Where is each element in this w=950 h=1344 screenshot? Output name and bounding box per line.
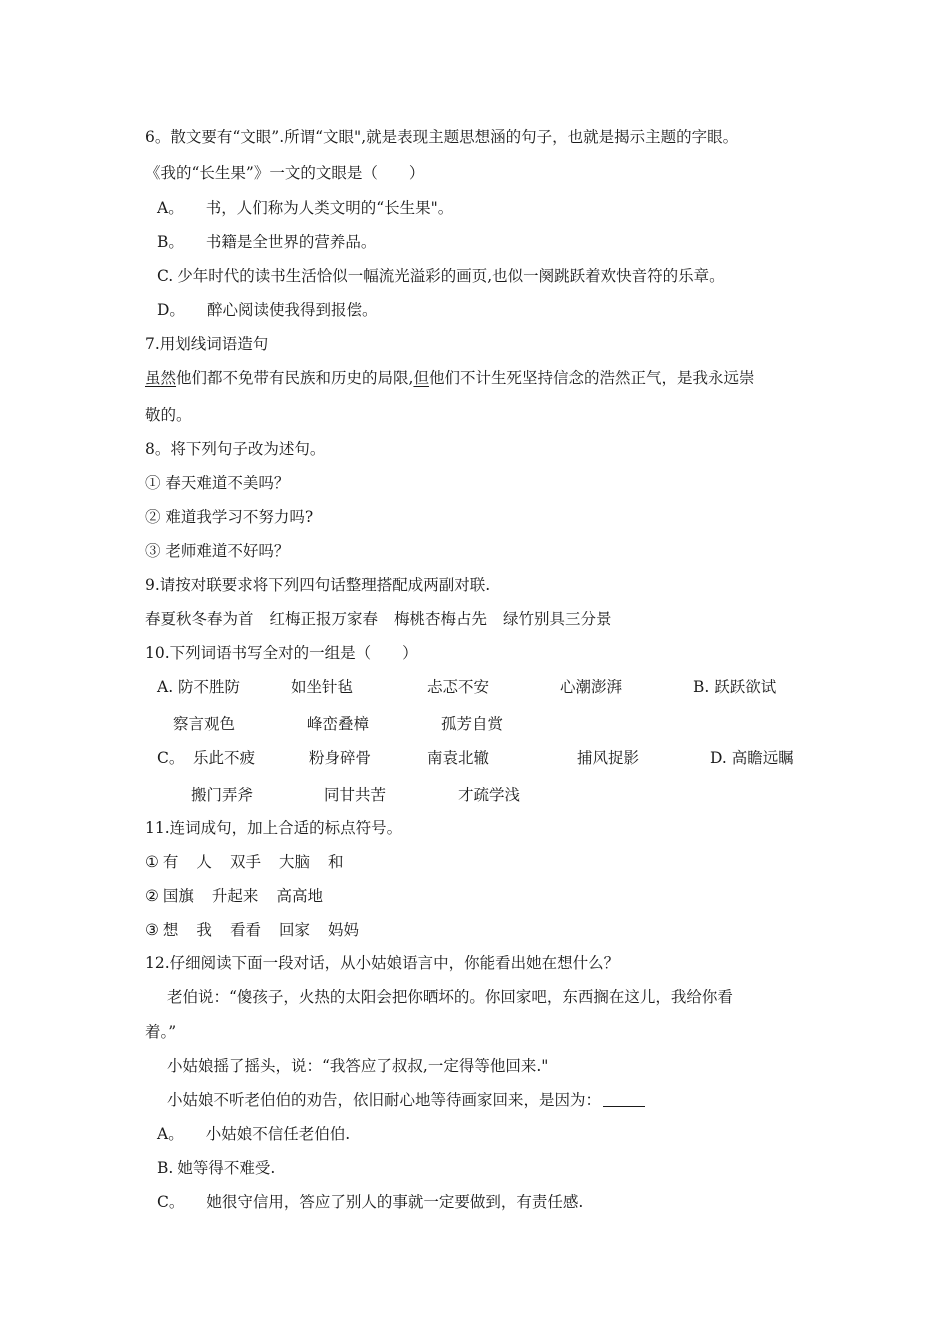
- q10-word: 捕风捉影: [577, 749, 640, 767]
- q6-option-a: [157, 198, 453, 218]
- q10-word: 察言观色: [173, 715, 236, 733]
- q6-option-d: [157, 300, 377, 320]
- q8-item: ① 春天难道不美吗？: [145, 474, 290, 492]
- q7-prompt: 7.用划线词语造句: [145, 335, 269, 353]
- option-label: C.: [157, 267, 174, 285]
- q10-word: 峰峦叠樟: [307, 715, 370, 733]
- q6-option-b: [157, 232, 376, 252]
- word-tile: 想: [162, 921, 179, 939]
- q12-question: [167, 1090, 645, 1110]
- q10-word: 同甘共苦: [324, 786, 387, 804]
- q7-sentence-cont: 敬的。: [145, 406, 192, 424]
- option-text: 她很守信用，答应了别人的事就一定要做到，有责任感.: [206, 1193, 584, 1211]
- word-tile: 升起来: [211, 887, 259, 905]
- option-text: 书，人们称为人类文明的“长生果"。: [205, 199, 454, 217]
- q9-phrases: [145, 609, 612, 629]
- q12-prompt: 12.仔细阅读下面一段对话，从小姑娘语言中，你能看出她在想什么？: [145, 954, 620, 972]
- q11-item: [145, 886, 323, 906]
- couplet-phrase: 梅桃杏梅占先: [394, 610, 488, 628]
- word-tile: 妈妈: [327, 921, 359, 939]
- q10-prompt: 10.下列词语书写全对的一组是（ ）: [145, 644, 418, 662]
- q11-item: [145, 920, 359, 940]
- option-label: B.: [157, 1159, 174, 1177]
- q6-prompt: 6。散文要有“文眼”.所谓“文眼",就是表现主题思想涵的句子，也就是揭示主题的字眼。: [145, 128, 739, 146]
- option-label: B。: [157, 233, 184, 251]
- q12-option-b: [157, 1158, 275, 1178]
- q10-word: 搬门弄斧: [191, 786, 254, 804]
- sentence-part: 他们不计生死坚持信念的浩然正气，是我永远崇: [428, 369, 755, 387]
- word-tile: 我: [196, 921, 212, 939]
- option-text: 小姑娘不信任老伯伯.: [205, 1125, 351, 1143]
- option-label: A。: [157, 1125, 184, 1143]
- word-tile: 高高地: [276, 887, 323, 905]
- q12-paragraph: 老伯说：“傻孩子，火热的太阳会把你晒坏的。你回家吧，东西搁在这儿，我给你看: [167, 988, 733, 1006]
- q11-item: [145, 852, 343, 872]
- couplet-phrase: 红梅正报万家春: [269, 610, 379, 628]
- option-text: 醉心阅读使我得到报偿。: [206, 301, 378, 319]
- q7-sentence: [145, 368, 754, 388]
- underlined-word: 但: [413, 369, 429, 387]
- q8-prompt: 8。将下列句子改为述句。: [145, 440, 326, 458]
- q8-item: ② 难道我学习不努力吗?: [145, 508, 314, 526]
- underlined-word: 虽然: [145, 369, 177, 387]
- option-text: 书籍是全世界的营养品。: [205, 233, 377, 251]
- q6-prompt-cont: 《我的“长生果”》一文的文眼是（ ）: [145, 164, 425, 182]
- item-number: ①: [145, 853, 159, 871]
- word-tile: 有: [162, 853, 179, 871]
- item-number: ③: [145, 921, 159, 939]
- word-tile: 大脑: [278, 853, 310, 871]
- option-text: 她等得不难受.: [177, 1159, 276, 1177]
- word-tile: 人: [196, 853, 212, 871]
- q10-word: 如坐针毡: [291, 678, 354, 696]
- q10-option-label: C。: [157, 749, 185, 767]
- q10-word: 乐此不疲: [193, 749, 256, 767]
- q10-word: 南袁北辙: [427, 749, 490, 767]
- q10-word: 忐忑不安: [427, 678, 490, 696]
- q9-prompt: 9.请按对联要求将下列四句话整理搭配成两副对联.: [145, 576, 491, 594]
- question-text: 小姑娘不听老伯伯的劝告，依旧耐心地等待画家回来，是因为：: [167, 1091, 602, 1109]
- q11-prompt: 11.连词成句，加上合适的标点符号。: [145, 819, 403, 837]
- word-tile: 国旗: [162, 887, 194, 905]
- option-label: C。: [157, 1193, 185, 1211]
- q10-word: 才疏学浅: [458, 786, 521, 804]
- q10-word: 孤芳自赏: [441, 715, 504, 733]
- q8-item: ③ 老师难道不好吗？: [145, 542, 290, 560]
- word-tile: 双手: [229, 853, 261, 871]
- q10-word: 粉身碎骨: [309, 749, 372, 767]
- q12-option-c: [157, 1192, 583, 1212]
- q10-word: 心潮澎湃: [560, 678, 623, 696]
- option-label: A。: [157, 199, 184, 217]
- q12-paragraph: 小姑娘摇了摇头，说：“我答应了叔叔,一定得等他回来.": [167, 1057, 549, 1075]
- couplet-phrase: 绿竹别具三分景: [503, 610, 612, 628]
- q12-option-a: [157, 1124, 350, 1144]
- word-tile: 回家: [278, 921, 310, 939]
- option-text: 少年时代的读书生活恰似一幅流光溢彩的画页,也似一阕跳跃着欢快音符的乐章。: [177, 267, 725, 285]
- q12-paragraph-cont: 着。”: [145, 1023, 177, 1041]
- q10-word: D. 高瞻远瞩: [710, 749, 794, 767]
- sentence-part: 他们都不免带有民族和历史的局限,: [176, 369, 414, 387]
- q6-option-c: [157, 266, 725, 286]
- q10-word: B. 跃跃欲试: [693, 678, 777, 696]
- item-number: ②: [145, 887, 159, 905]
- word-tile: 和: [327, 853, 344, 871]
- q10-word: A. 防不胜防: [157, 678, 241, 696]
- option-label: D。: [157, 301, 185, 319]
- answer-blank[interactable]: [603, 1090, 645, 1107]
- word-tile: 看看: [229, 921, 261, 939]
- couplet-phrase: 春夏秋冬春为首: [145, 610, 254, 628]
